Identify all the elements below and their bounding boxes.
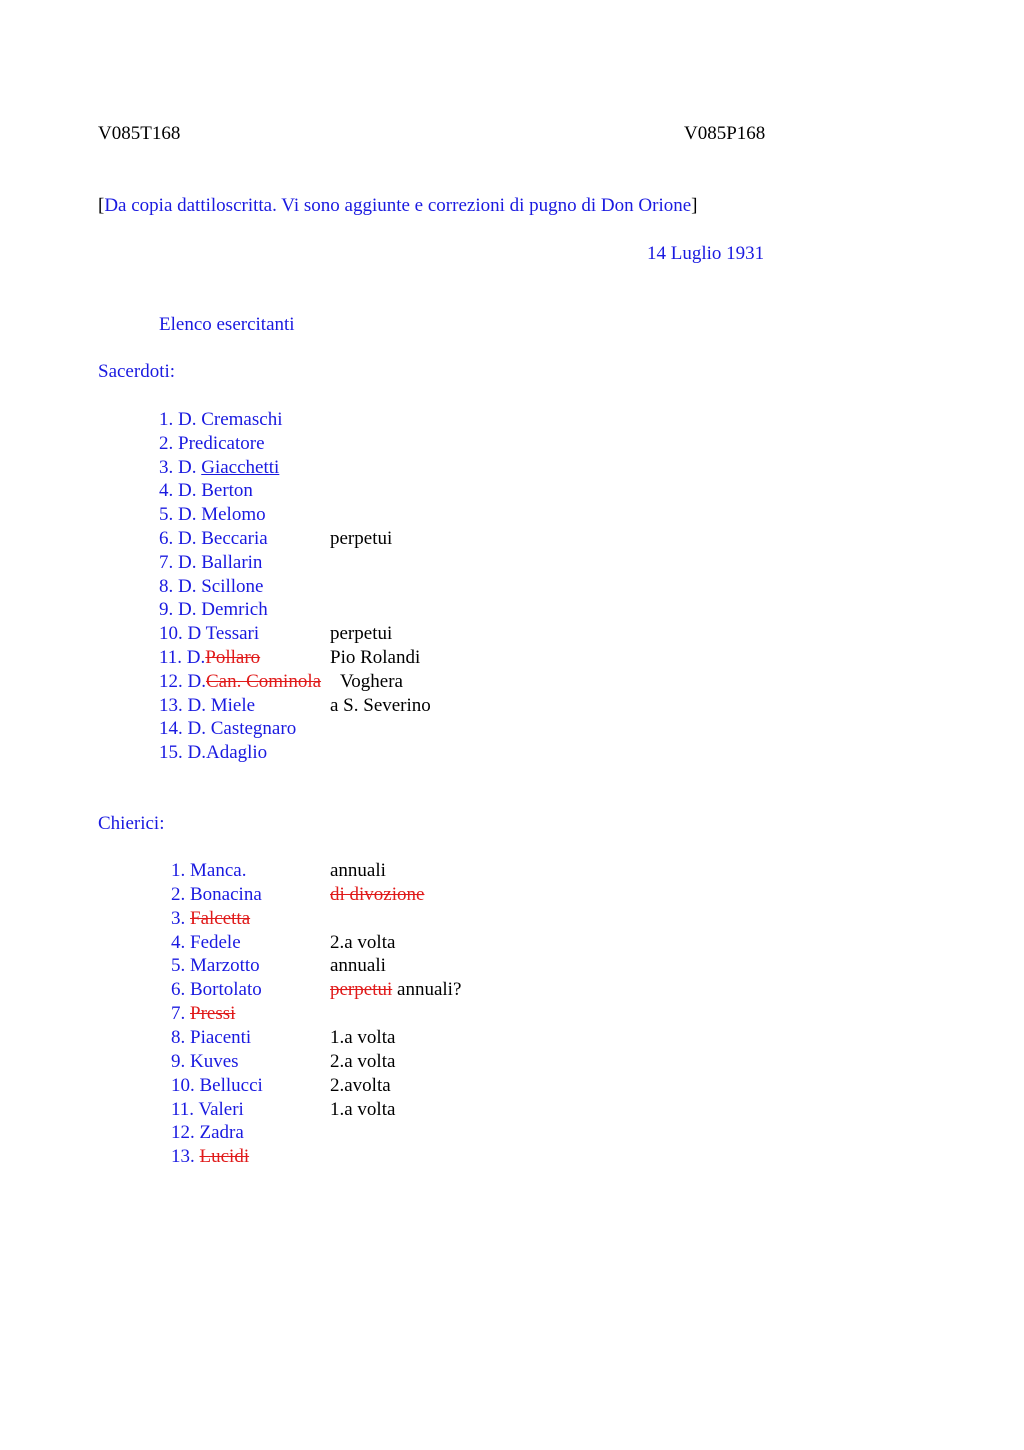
item-number: 7. [171,1003,190,1025]
list-item [159,527,393,551]
item-note [330,646,420,670]
item-number: 10. [171,1074,200,1096]
list-item [171,954,386,978]
item-note [330,527,392,551]
list-item [171,1050,396,1074]
item-note [330,622,392,646]
item-name-struck: Can. Cominola [205,670,322,692]
item-note [330,883,424,907]
list-item [159,456,279,480]
item-number: 4. [171,931,190,953]
list-item [171,978,462,1002]
item-name: Piacenti [190,1026,252,1048]
item-name: Bortolato [190,979,262,1001]
item-number: 2. [159,432,178,454]
item-note [330,954,386,978]
item-note-text: 2.a volta [330,1050,396,1072]
item-number: 1. [171,860,190,881]
item-number: 6. [171,979,190,1001]
item-number: 8. [171,1026,190,1048]
item-number: 3. [159,456,178,478]
item-name: D.Adaglio [187,742,268,764]
editorial-note [98,194,698,218]
item-name: Fedele [190,931,241,953]
list-item [159,598,268,622]
item-number: 15. [159,742,188,764]
item-number: 2. [171,883,190,905]
list-item [171,1026,396,1050]
list-title: Elenco esercitanti [159,314,295,335]
list-item [159,717,296,741]
note-open-bracket: [ [98,195,105,216]
item-number: 11. [171,1098,199,1120]
item-number: 1. [159,409,178,430]
item-name: Predicatore [178,432,265,454]
item-prefix: D. [186,647,206,668]
item-name: Bonacina [190,883,262,905]
item-number: 12. [159,670,188,692]
item-number: 14. [159,718,188,740]
item-name-struck: Pressi [190,1003,236,1025]
item-name-struck: Falcetta [190,907,251,929]
item-name: D. Berton [178,480,253,502]
item-note-text: a S. Severino [330,694,431,716]
list-item [171,907,250,931]
item-note [330,1050,395,1074]
list-item [159,408,282,432]
right-code: V085P168 [684,123,766,144]
item-note [330,1026,395,1050]
list-item [159,646,421,670]
item-name: D. Scillone [178,575,264,597]
item-name: D. Cremaschi [178,409,283,430]
list-item [159,479,253,503]
item-note-text: perpetui [330,528,393,549]
list-item [159,432,265,456]
item-note [330,859,386,883]
item-name: D. Castegnaro [187,718,297,740]
item-number: 4. [159,480,178,502]
item-number: 11. [159,647,187,668]
item-note [330,1074,391,1098]
chierici-heading: Chierici: [98,813,165,834]
list-item [159,622,393,646]
item-note-text: 2.a volta [330,931,396,953]
item-name: D. Ballarin [178,551,263,573]
item-name: D. Beccaria [178,528,268,549]
item-number: 5. [159,504,178,526]
list-item [171,1145,249,1169]
item-name: Kuves [190,1050,239,1072]
list-item [159,551,262,575]
document-date: 14 Luglio 1931 [647,243,765,264]
item-note-text: 2.avolta [330,1074,391,1096]
item-name: Bellucci [199,1074,263,1096]
list-item [159,575,264,599]
item-prefix: D. [178,456,202,478]
list-item [171,883,425,907]
note-text: Da copia dattiloscritta. Vi sono aggiunte e correzioni di pugno di Don Orione [104,195,692,216]
item-name: Marzotto [190,955,260,977]
item-note-struck: di divozione [330,883,425,905]
left-code: V085T168 [98,123,181,144]
list-item [171,931,396,955]
item-note-text: 1.a volta [330,1098,396,1120]
item-name: Giacchetti [201,456,280,478]
item-number: 5. [171,955,190,977]
item-name: D. Miele [187,694,256,716]
item-number: 12. [171,1122,200,1144]
item-note-text: Voghera [340,670,403,692]
item-note [330,931,395,955]
item-note-struck: perpetui [330,979,393,1001]
list-item [171,1121,244,1145]
note-close-bracket: ] [691,195,698,216]
list-item [171,859,386,883]
item-note-text: annuali? [397,979,462,1001]
item-number: 3. [171,907,190,929]
item-name: D. Melomo [178,504,266,526]
item-number: 8. [159,575,178,597]
item-note-text: annuali [330,860,386,881]
item-name: D Tessari [187,623,260,645]
item-number: 9. [171,1050,190,1072]
item-name: D. Demrich [178,599,268,621]
item-note-text: annuali [330,955,386,977]
list-item [159,503,266,527]
item-name: Valeri [198,1098,244,1120]
item-note-text: 1.a volta [330,1026,396,1048]
item-number: 13. [171,1146,200,1168]
item-note [330,1098,395,1122]
item-number: 9. [159,599,178,621]
item-note-text: perpetui [330,623,393,645]
list-item [171,1002,235,1026]
item-number: 6. [159,528,178,549]
item-number: 13. [159,694,188,716]
item-note [330,694,431,718]
item-note [330,978,461,1002]
item-name: Manca. [190,860,247,881]
list-item [171,1098,396,1122]
item-number: 10. [159,623,188,645]
sacerdoti-heading: Sacerdoti: [98,361,176,382]
item-name-struck: Pollaro [205,647,261,668]
item-prefix: D. [187,670,206,692]
list-item [159,741,267,765]
list-item [159,670,403,694]
item-name: Zadra [199,1122,244,1144]
item-number: 7. [159,551,178,573]
list-item [171,1074,391,1098]
list-item [159,694,431,718]
item-note [340,670,403,694]
item-name-struck: Lucidi [199,1146,250,1168]
item-note-text: Pio Rolandi [330,647,421,668]
